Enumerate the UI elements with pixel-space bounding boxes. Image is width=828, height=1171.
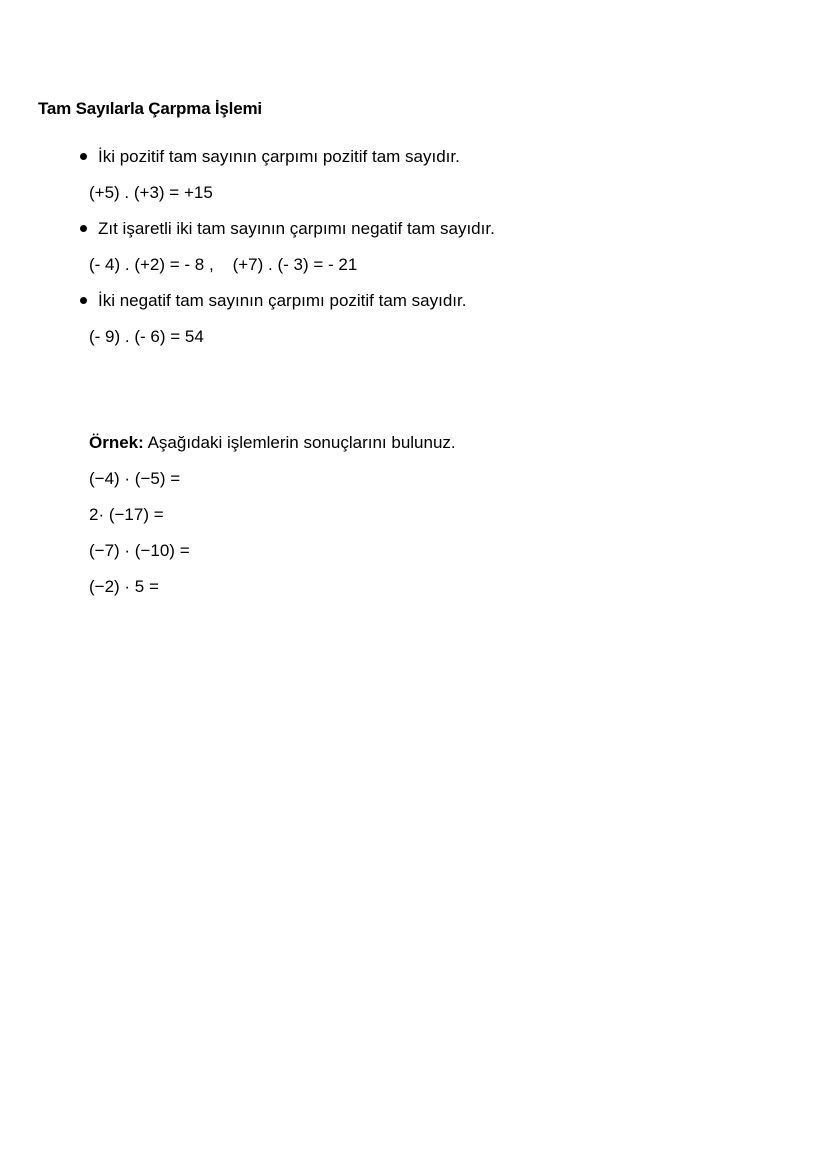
rule-text: Zıt işaretli iki tam sayının çarpımı negatif tam sayıdır. <box>98 219 495 238</box>
exercise-item: (−4) · (−5) = <box>89 469 181 488</box>
example-prompt <box>89 433 456 453</box>
rule-text: İki pozitif tam sayının çarpımı pozitif tam sayıdır. <box>98 147 460 166</box>
example-label: Örnek: <box>89 433 144 452</box>
page-title: Tam Sayılarla Çarpma İşlemi <box>38 99 262 118</box>
rule-example-1: (+5) . (+3) = +15 <box>89 183 213 202</box>
rule-example-3: (- 9) . (- 6) = 54 <box>89 327 204 346</box>
exercise-item: 2· (−17) = <box>89 505 164 524</box>
rule-text: İki negatif tam sayının çarpımı pozitif tam sayıdır. <box>98 291 467 310</box>
bullet-icon <box>80 297 87 304</box>
exercise-item: (−2) · 5 = <box>89 577 159 596</box>
rule-item-1 <box>80 147 460 167</box>
bullet-icon <box>80 153 87 160</box>
example-instruction: Aşağıdaki işlemlerin sonuçlarını bulunuz. <box>143 433 456 452</box>
exercise-item: (−7) · (−10) = <box>89 541 190 560</box>
rule-item-2 <box>80 219 495 239</box>
bullet-icon <box>80 225 87 232</box>
rule-item-3 <box>80 291 466 311</box>
rule-example-2: (- 4) . (+2) = - 8 , (+7) . (- 3) = - 21 <box>89 255 358 274</box>
